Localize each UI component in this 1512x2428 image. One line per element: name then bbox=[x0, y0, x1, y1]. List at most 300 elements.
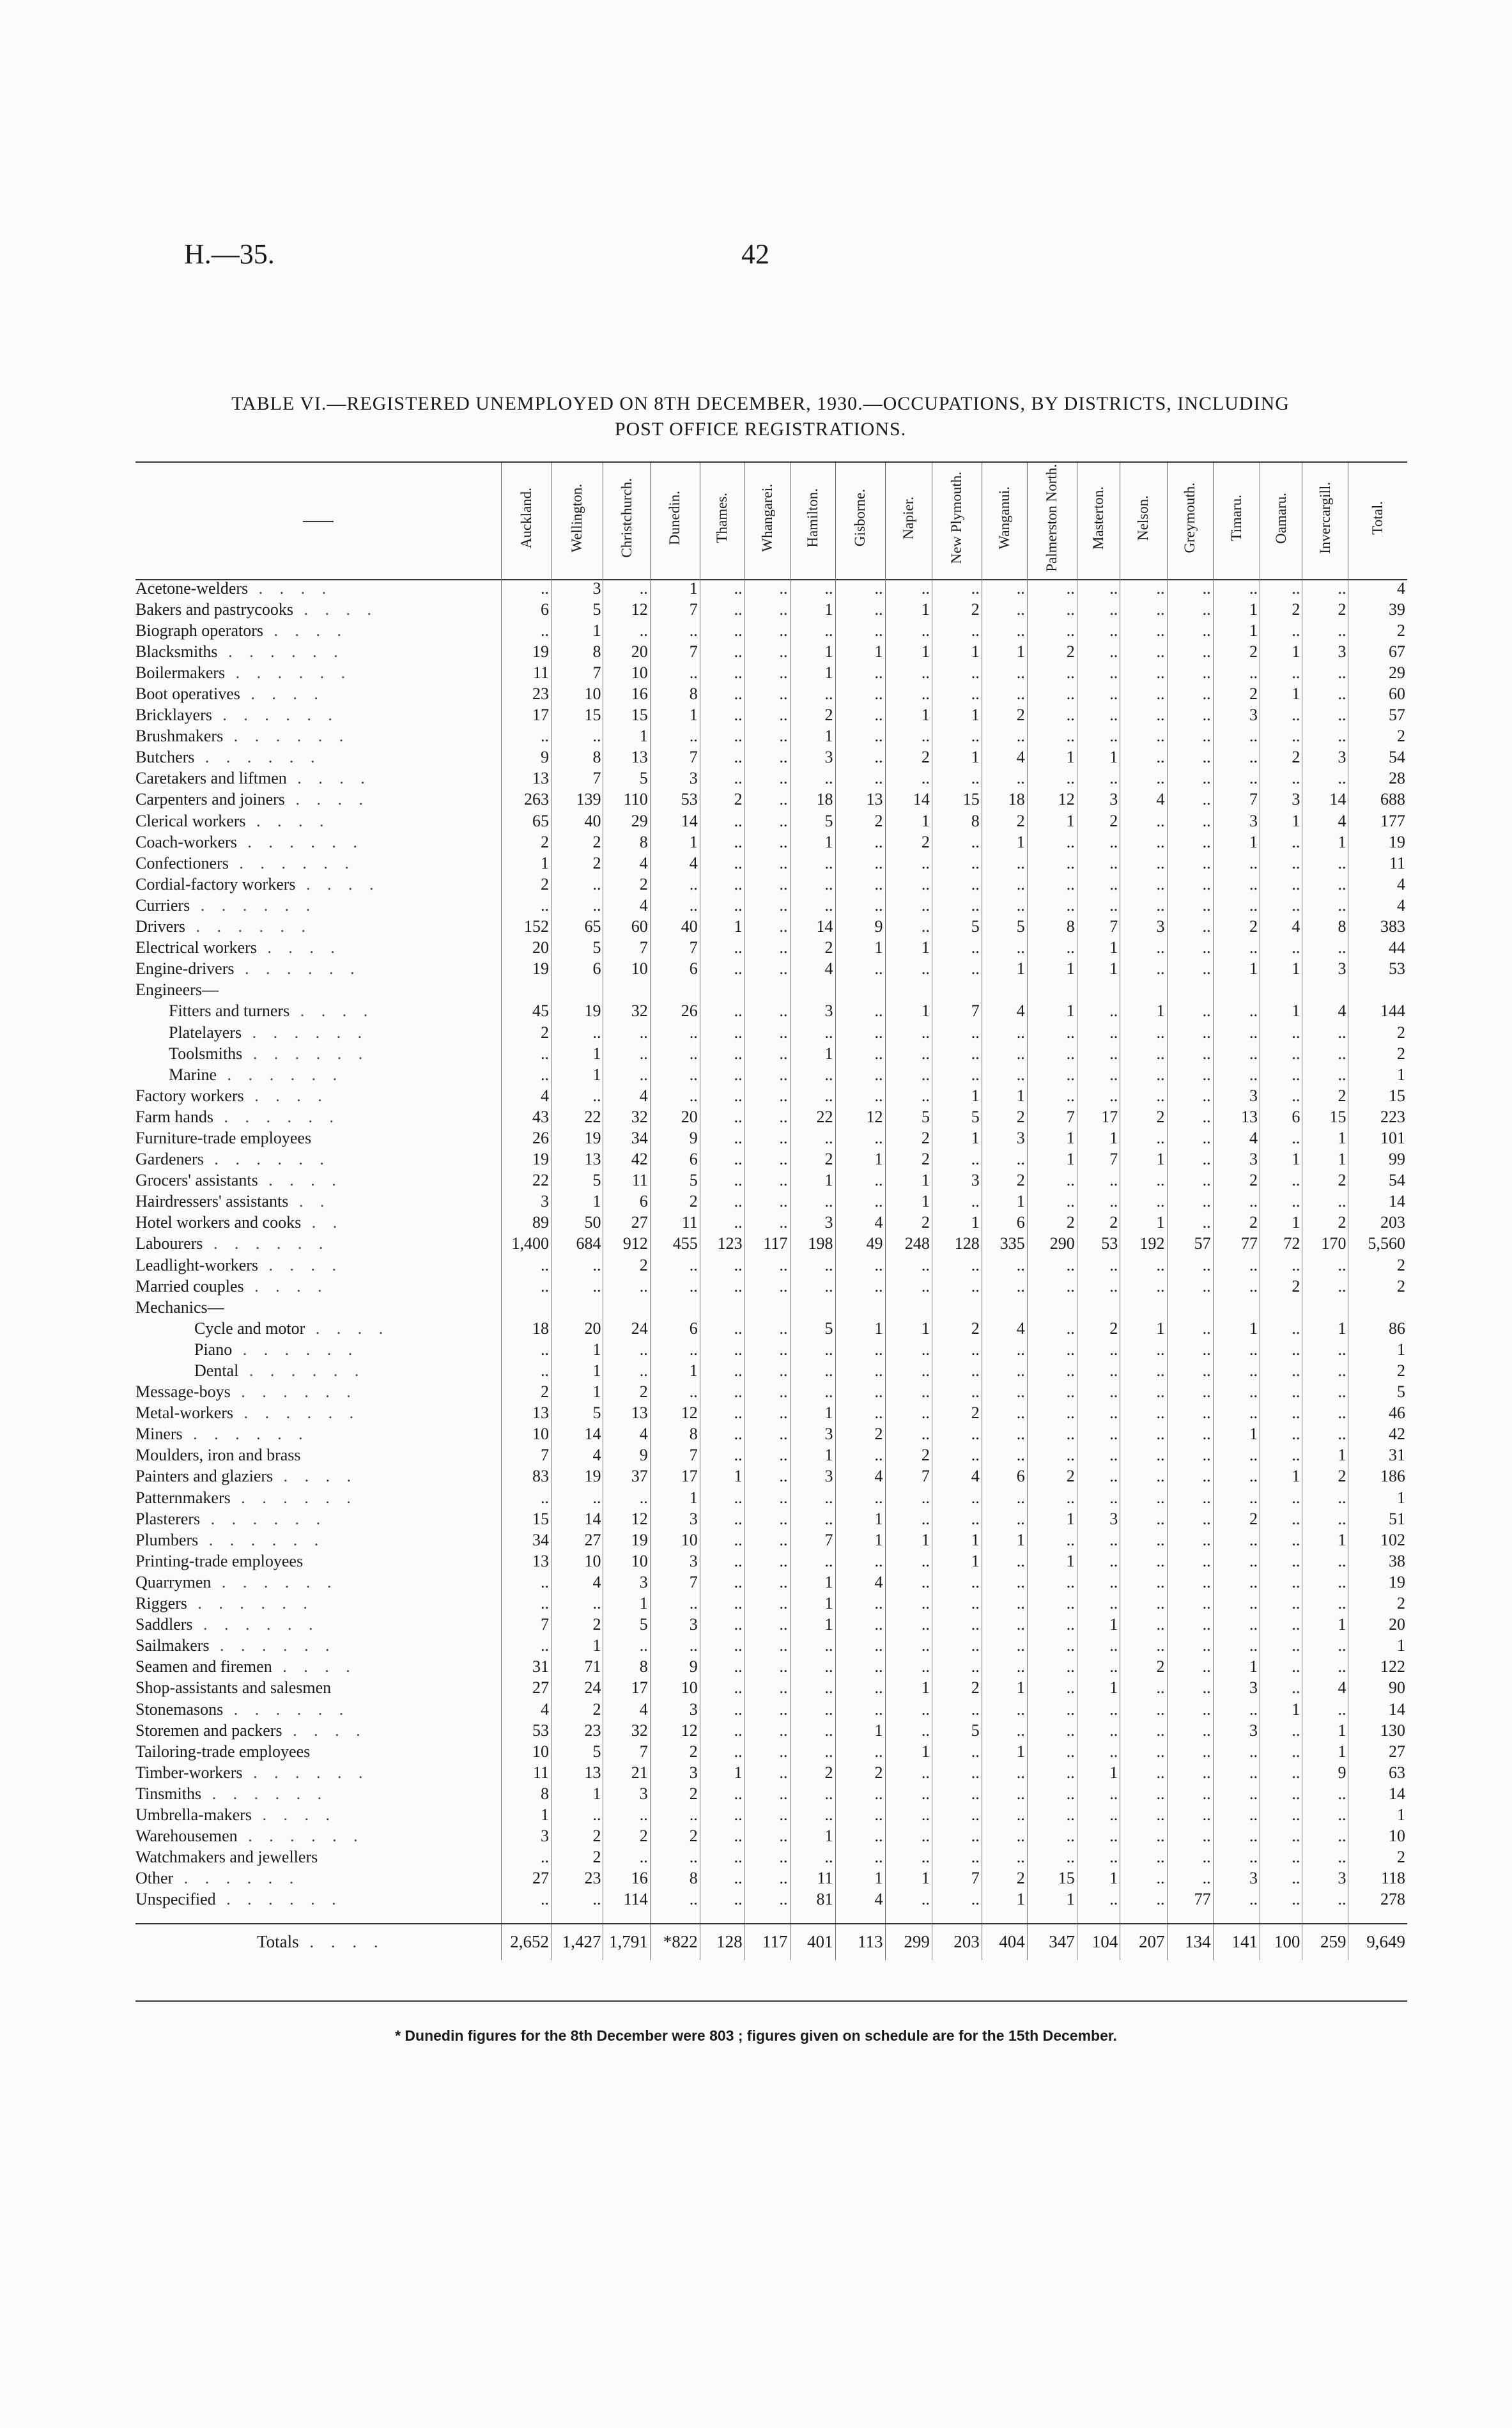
value-cell-napier: 1 bbox=[885, 1191, 932, 1212]
value-cell-christchurch: 32 bbox=[603, 1106, 650, 1127]
value-cell-napier: 14 bbox=[885, 789, 932, 810]
value-cell-napier: .. bbox=[885, 1804, 932, 1825]
value-cell-masterton: 1 bbox=[1077, 1127, 1120, 1148]
value-cell-nelson: .. bbox=[1120, 1276, 1167, 1297]
value-cell-wellington: 684 bbox=[552, 1233, 603, 1255]
value-cell-whangarei: .. bbox=[744, 1127, 790, 1148]
value-cell-masterton: .. bbox=[1077, 1529, 1120, 1550]
occupation-label: Stonemasons bbox=[135, 1699, 224, 1719]
value-cell-masterton: .. bbox=[1077, 1255, 1120, 1276]
value-cell-wanganui: .. bbox=[982, 683, 1027, 704]
value-cell-invercargill: .. bbox=[1302, 853, 1348, 874]
value-cell-wanganui: 5 bbox=[982, 916, 1027, 938]
value-cell-greymouth: .. bbox=[1167, 853, 1213, 874]
column-header-label: Nelson. bbox=[1135, 495, 1152, 541]
value-cell-gisborne: .. bbox=[835, 726, 885, 747]
value-cell-palmerston-north: .. bbox=[1027, 831, 1077, 853]
value-cell-masterton: .. bbox=[1077, 726, 1120, 747]
value-cell-timaru: .. bbox=[1213, 1847, 1260, 1868]
value-cell-wanganui: .. bbox=[982, 1339, 1027, 1360]
value-cell-napier: .. bbox=[885, 768, 932, 789]
occupation-label: Boot operatives bbox=[135, 684, 240, 704]
occupation-label: Leadlight-workers bbox=[135, 1255, 259, 1274]
value-cell-nelson: .. bbox=[1120, 1064, 1167, 1085]
column-header-palmerston-north bbox=[1027, 463, 1077, 578]
value-cell-gisborne: .. bbox=[835, 1360, 885, 1381]
value-cell-total: 14 bbox=[1348, 1699, 1407, 1720]
value-cell-palmerston-north: .. bbox=[1027, 1276, 1077, 1297]
value-cell-dunedin: 7 bbox=[650, 1572, 700, 1593]
value-cell-gisborne: 12 bbox=[835, 1106, 885, 1127]
value-cell-wellington: 1 bbox=[552, 1382, 603, 1403]
value-cell-invercargill: .. bbox=[1302, 662, 1348, 683]
value-cell-oamaru: .. bbox=[1260, 1529, 1302, 1550]
leader-dots: . . . . . . bbox=[228, 853, 355, 872]
occupation-label: Biograph operators bbox=[135, 621, 264, 640]
value-cell-thames: .. bbox=[700, 726, 744, 747]
value-cell-auckland: 83 bbox=[502, 1466, 552, 1487]
value-cell-wellington: 5 bbox=[552, 599, 603, 620]
value-cell-dunedin: 1 bbox=[650, 1487, 700, 1508]
value-cell-greymouth: .. bbox=[1167, 1403, 1213, 1424]
value-cell-nelson: .. bbox=[1120, 810, 1167, 831]
value-cell-timaru: 141 bbox=[1213, 1924, 1260, 1960]
value-cell-gisborne: .. bbox=[835, 1170, 885, 1191]
value-cell-total: 14 bbox=[1348, 1783, 1407, 1804]
spacer-cell bbox=[1260, 1910, 1302, 1924]
column-header-label: Total. bbox=[1369, 501, 1386, 535]
value-cell-invercargill: .. bbox=[1302, 1339, 1348, 1360]
value-cell-oamaru: .. bbox=[1260, 1847, 1302, 1868]
value-cell-invercargill: .. bbox=[1302, 895, 1348, 916]
occupation-label: Warehousemen bbox=[135, 1827, 238, 1846]
table-row bbox=[135, 1783, 1407, 1804]
value-cell-timaru: .. bbox=[1213, 578, 1260, 599]
value-cell-auckland: 23 bbox=[502, 683, 552, 704]
value-cell-gisborne: 13 bbox=[835, 789, 885, 810]
column-header-oamaru bbox=[1260, 463, 1302, 578]
leader-dots: . . . . . . bbox=[242, 1044, 369, 1063]
value-cell-masterton: 1 bbox=[1077, 1678, 1120, 1699]
value-cell-wanganui: 2 bbox=[982, 705, 1027, 726]
value-cell-christchurch: 37 bbox=[603, 1466, 650, 1487]
occupation-label: Coach-workers bbox=[135, 832, 237, 851]
value-cell-wanganui: .. bbox=[982, 1826, 1027, 1847]
table-row bbox=[135, 1106, 1407, 1127]
value-cell-hamilton bbox=[790, 980, 835, 1001]
leader-dots: . . . . . . bbox=[242, 1023, 369, 1042]
value-cell-new-plymouth: .. bbox=[932, 1382, 982, 1403]
value-cell-gisborne: .. bbox=[835, 959, 885, 980]
value-cell-napier: .. bbox=[885, 1085, 932, 1106]
value-cell-masterton: .. bbox=[1077, 831, 1120, 853]
value-cell-masterton: .. bbox=[1077, 768, 1120, 789]
value-cell-dunedin: 2 bbox=[650, 1741, 700, 1762]
value-cell-nelson: .. bbox=[1120, 1382, 1167, 1403]
value-cell-hamilton: 2 bbox=[790, 938, 835, 959]
value-cell-christchurch: .. bbox=[603, 1487, 650, 1508]
value-cell-napier: .. bbox=[885, 1403, 932, 1424]
value-cell-christchurch: .. bbox=[603, 1339, 650, 1360]
value-cell-total: 20 bbox=[1348, 1614, 1407, 1635]
value-cell-nelson: .. bbox=[1120, 1191, 1167, 1212]
value-cell-christchurch: 4 bbox=[603, 1085, 650, 1106]
value-cell-nelson: .. bbox=[1120, 1868, 1167, 1889]
occupation-cell bbox=[135, 705, 502, 726]
value-cell-wanganui: .. bbox=[982, 662, 1027, 683]
value-cell-wanganui: .. bbox=[982, 578, 1027, 599]
leader-dots: . . . . bbox=[258, 1255, 343, 1274]
value-cell-wanganui: .. bbox=[982, 1804, 1027, 1825]
value-cell-wellington: 40 bbox=[552, 810, 603, 831]
value-cell-thames: .. bbox=[700, 620, 744, 641]
value-cell-dunedin: .. bbox=[650, 662, 700, 683]
value-cell-wellington: 5 bbox=[552, 1403, 603, 1424]
value-cell-thames: .. bbox=[700, 831, 744, 853]
value-cell-hamilton: 81 bbox=[790, 1889, 835, 1910]
occupation-label: Moulders, iron and brass bbox=[135, 1446, 301, 1465]
spacer-cell bbox=[885, 1910, 932, 1924]
occupation-cell bbox=[135, 1318, 502, 1339]
occupation-label: Toolsmiths bbox=[169, 1044, 243, 1063]
value-cell-whangarei: .. bbox=[744, 1804, 790, 1825]
value-cell-masterton: .. bbox=[1077, 1382, 1120, 1403]
value-cell-wanganui: .. bbox=[982, 768, 1027, 789]
value-cell-dunedin: 1 bbox=[650, 578, 700, 599]
value-cell-palmerston-north: .. bbox=[1027, 1064, 1077, 1085]
value-cell-wanganui: 1 bbox=[982, 1085, 1027, 1106]
value-cell-palmerston-north: .. bbox=[1027, 1614, 1077, 1635]
value-cell-hamilton: .. bbox=[790, 1382, 835, 1403]
value-cell-wellington: 27 bbox=[552, 1529, 603, 1550]
occupation-cell bbox=[135, 1403, 502, 1424]
column-header-label: Napier. bbox=[900, 496, 916, 540]
value-cell-greymouth: .. bbox=[1167, 1318, 1213, 1339]
value-cell-auckland: .. bbox=[502, 1847, 552, 1868]
value-cell-whangarei: .. bbox=[744, 1106, 790, 1127]
value-cell-napier bbox=[885, 980, 932, 1001]
value-cell-auckland: 18 bbox=[502, 1318, 552, 1339]
value-cell-gisborne: 2 bbox=[835, 810, 885, 831]
occupation-cell bbox=[135, 1657, 502, 1678]
value-cell-total: 51 bbox=[1348, 1508, 1407, 1529]
value-cell-greymouth: .. bbox=[1167, 1170, 1213, 1191]
value-cell-oamaru: .. bbox=[1260, 938, 1302, 959]
value-cell-christchurch: 42 bbox=[603, 1149, 650, 1170]
value-cell-oamaru: .. bbox=[1260, 1170, 1302, 1191]
value-cell-napier: 2 bbox=[885, 1127, 932, 1148]
occupation-label: Carpenters and joiners bbox=[135, 790, 285, 809]
value-cell-whangarei: .. bbox=[744, 1847, 790, 1868]
value-cell-oamaru: 3 bbox=[1260, 789, 1302, 810]
value-cell-napier: .. bbox=[885, 1635, 932, 1657]
value-cell-timaru bbox=[1213, 980, 1260, 1001]
value-cell-dunedin: 1 bbox=[650, 1360, 700, 1381]
value-cell-christchurch bbox=[603, 1297, 650, 1318]
value-cell-napier: 1 bbox=[885, 641, 932, 662]
occupation-cell bbox=[135, 1741, 502, 1762]
value-cell-wellington: 8 bbox=[552, 641, 603, 662]
value-cell-wanganui: .. bbox=[982, 1508, 1027, 1529]
value-cell-gisborne bbox=[835, 980, 885, 1001]
value-cell-gisborne: .. bbox=[835, 1657, 885, 1678]
value-cell-oamaru: 2 bbox=[1260, 1276, 1302, 1297]
value-cell-new-plymouth: 2 bbox=[932, 1318, 982, 1339]
value-cell-oamaru: .. bbox=[1260, 1403, 1302, 1424]
value-cell-dunedin: .. bbox=[650, 1382, 700, 1403]
value-cell-nelson: 192 bbox=[1120, 1233, 1167, 1255]
value-cell-timaru: .. bbox=[1213, 1889, 1260, 1910]
value-cell-greymouth: .. bbox=[1167, 1360, 1213, 1381]
value-cell-palmerston-north: 1 bbox=[1027, 1127, 1077, 1148]
value-cell-oamaru: .. bbox=[1260, 1022, 1302, 1043]
value-cell-dunedin: .. bbox=[650, 1339, 700, 1360]
value-cell-napier: 1 bbox=[885, 1529, 932, 1550]
value-cell-hamilton: .. bbox=[790, 1804, 835, 1825]
value-cell-gisborne: 4 bbox=[835, 1466, 885, 1487]
table-row bbox=[135, 1339, 1407, 1360]
value-cell-napier: .. bbox=[885, 1382, 932, 1403]
table-row bbox=[135, 683, 1407, 704]
value-cell-palmerston-north: 12 bbox=[1027, 789, 1077, 810]
value-cell-christchurch: 2 bbox=[603, 874, 650, 895]
value-cell-nelson: .. bbox=[1120, 1741, 1167, 1762]
value-cell-wellington: 19 bbox=[552, 1127, 603, 1148]
value-cell-wellington: 23 bbox=[552, 1720, 603, 1741]
value-cell-wanganui bbox=[982, 980, 1027, 1001]
value-cell-greymouth: .. bbox=[1167, 1847, 1213, 1868]
value-cell-auckland: 17 bbox=[502, 705, 552, 726]
value-cell-timaru: .. bbox=[1213, 1001, 1260, 1022]
table-row bbox=[135, 1001, 1407, 1022]
value-cell-wellington: 2 bbox=[552, 1847, 603, 1868]
value-cell-whangarei: .. bbox=[744, 662, 790, 683]
occupation-cell bbox=[135, 1529, 502, 1550]
value-cell-new-plymouth: 3 bbox=[932, 1170, 982, 1191]
spacer-cell bbox=[1077, 1910, 1120, 1924]
table-row bbox=[135, 662, 1407, 683]
column-header-new-plymouth bbox=[932, 463, 982, 578]
occupation-label: Dental bbox=[194, 1361, 239, 1380]
value-cell-new-plymouth: 15 bbox=[932, 789, 982, 810]
value-cell-timaru: .. bbox=[1213, 1339, 1260, 1360]
value-cell-dunedin: .. bbox=[650, 1889, 700, 1910]
occupation-label: Married couples bbox=[135, 1276, 244, 1295]
table-row bbox=[135, 1657, 1407, 1678]
value-cell-oamaru: .. bbox=[1260, 895, 1302, 916]
column-header-wellington bbox=[552, 463, 603, 578]
value-cell-timaru: .. bbox=[1213, 1529, 1260, 1550]
value-cell-timaru: .. bbox=[1213, 726, 1260, 747]
value-cell-christchurch: 10 bbox=[603, 662, 650, 683]
value-cell-nelson: .. bbox=[1120, 1678, 1167, 1699]
value-cell-total: 102 bbox=[1348, 1529, 1407, 1550]
value-cell-thames: .. bbox=[700, 1424, 744, 1445]
value-cell-total: 383 bbox=[1348, 916, 1407, 938]
value-cell-whangarei: .. bbox=[744, 1783, 790, 1804]
value-cell-dunedin: 14 bbox=[650, 810, 700, 831]
occupation-label: Patternmakers bbox=[135, 1488, 231, 1507]
value-cell-new-plymouth: 2 bbox=[932, 1678, 982, 1699]
table-row bbox=[135, 1529, 1407, 1550]
value-cell-auckland: .. bbox=[502, 1635, 552, 1657]
value-cell-invercargill: 2 bbox=[1302, 599, 1348, 620]
value-cell-palmerston-north: 1 bbox=[1027, 1508, 1077, 1529]
value-cell-dunedin: .. bbox=[650, 1064, 700, 1085]
value-cell-new-plymouth: .. bbox=[932, 1889, 982, 1910]
value-cell-thames: .. bbox=[700, 1149, 744, 1170]
value-cell-christchurch: .. bbox=[603, 1360, 650, 1381]
leader-dots: . . . . . . bbox=[237, 1827, 364, 1846]
value-cell-gisborne: .. bbox=[835, 1403, 885, 1424]
value-cell-masterton: .. bbox=[1077, 1085, 1120, 1106]
occupation-label: Furniture-trade employees bbox=[135, 1128, 312, 1147]
table-row bbox=[135, 789, 1407, 810]
value-cell-new-plymouth: .. bbox=[932, 1276, 982, 1297]
table-row bbox=[135, 1127, 1407, 1148]
value-cell-total: 19 bbox=[1348, 1572, 1407, 1593]
value-cell-whangarei: .. bbox=[744, 641, 790, 662]
value-cell-invercargill: 14 bbox=[1302, 789, 1348, 810]
value-cell-wellington: 3 bbox=[552, 578, 603, 599]
value-cell-invercargill: .. bbox=[1302, 1550, 1348, 1572]
value-cell-nelson: .. bbox=[1120, 1720, 1167, 1741]
leader-dots: . . . . . . bbox=[217, 1065, 344, 1084]
occupation-label: Engine-drivers bbox=[135, 959, 235, 978]
leader-dots: . . . . bbox=[240, 684, 325, 704]
value-cell-napier: .. bbox=[885, 1783, 932, 1804]
value-cell-hamilton: 198 bbox=[790, 1233, 835, 1255]
value-cell-new-plymouth: .. bbox=[932, 1360, 982, 1381]
value-cell-wellington bbox=[552, 980, 603, 1001]
value-cell-napier: 299 bbox=[885, 1924, 932, 1960]
value-cell-auckland: .. bbox=[502, 1276, 552, 1297]
value-cell-total: 19 bbox=[1348, 831, 1407, 853]
value-cell-masterton: 1 bbox=[1077, 1762, 1120, 1783]
occupation-label: Confectioners bbox=[135, 853, 229, 872]
value-cell-napier: .. bbox=[885, 1487, 932, 1508]
value-cell-invercargill: 1 bbox=[1302, 1445, 1348, 1466]
value-cell-dunedin: 7 bbox=[650, 747, 700, 768]
value-cell-oamaru: 1 bbox=[1260, 959, 1302, 980]
value-cell-dunedin: *822 bbox=[650, 1924, 700, 1960]
value-cell-nelson: 2 bbox=[1120, 1657, 1167, 1678]
value-cell-nelson bbox=[1120, 980, 1167, 1001]
value-cell-palmerston-north: .. bbox=[1027, 683, 1077, 704]
value-cell-auckland: 27 bbox=[502, 1678, 552, 1699]
value-cell-nelson: .. bbox=[1120, 1487, 1167, 1508]
value-cell-gisborne: .. bbox=[835, 705, 885, 726]
value-cell-auckland: 2 bbox=[502, 1022, 552, 1043]
value-cell-masterton: 104 bbox=[1077, 1924, 1120, 1960]
value-cell-timaru: 2 bbox=[1213, 1212, 1260, 1233]
value-cell-greymouth: .. bbox=[1167, 1487, 1213, 1508]
value-cell-hamilton: 1 bbox=[790, 1572, 835, 1593]
occupation-label: Acetone-welders bbox=[135, 578, 249, 598]
value-cell-thames: .. bbox=[700, 1445, 744, 1466]
value-cell-masterton: .. bbox=[1077, 1741, 1120, 1762]
occupation-cell bbox=[135, 831, 502, 853]
value-cell-wanganui: .. bbox=[982, 1276, 1027, 1297]
value-cell-auckland: .. bbox=[502, 1889, 552, 1910]
value-cell-greymouth: 57 bbox=[1167, 1233, 1213, 1255]
table-row bbox=[135, 578, 1407, 599]
value-cell-wellington: .. bbox=[552, 874, 603, 895]
value-cell-total: 99 bbox=[1348, 1149, 1407, 1170]
value-cell-napier: .. bbox=[885, 1762, 932, 1783]
value-cell-gisborne: .. bbox=[835, 1593, 885, 1614]
value-cell-whangarei: .. bbox=[744, 1085, 790, 1106]
value-cell-palmerston-north: 347 bbox=[1027, 1924, 1077, 1960]
value-cell-dunedin: 6 bbox=[650, 1318, 700, 1339]
value-cell-auckland: .. bbox=[502, 1043, 552, 1064]
value-cell-greymouth: .. bbox=[1167, 1657, 1213, 1678]
value-cell-hamilton: 1 bbox=[790, 1403, 835, 1424]
value-cell-masterton: .. bbox=[1077, 662, 1120, 683]
value-cell-new-plymouth: .. bbox=[932, 1508, 982, 1529]
value-cell-masterton: 7 bbox=[1077, 1149, 1120, 1170]
value-cell-timaru: .. bbox=[1213, 1276, 1260, 1297]
value-cell-greymouth: .. bbox=[1167, 1741, 1213, 1762]
table-row bbox=[135, 1170, 1407, 1191]
value-cell-christchurch: 3 bbox=[603, 1572, 650, 1593]
value-cell-masterton: .. bbox=[1077, 578, 1120, 599]
value-cell-napier: .. bbox=[885, 916, 932, 938]
value-cell-greymouth: .. bbox=[1167, 1255, 1213, 1276]
value-cell-masterton: .. bbox=[1077, 895, 1120, 916]
value-cell-wellington: 15 bbox=[552, 705, 603, 726]
value-cell-greymouth: .. bbox=[1167, 831, 1213, 853]
value-cell-auckland: 22 bbox=[502, 1170, 552, 1191]
value-cell-new-plymouth: 1 bbox=[932, 641, 982, 662]
occupation-cell bbox=[135, 641, 502, 662]
value-cell-gisborne: .. bbox=[835, 768, 885, 789]
value-cell-whangarei: .. bbox=[744, 1635, 790, 1657]
value-cell-auckland: 7 bbox=[502, 1614, 552, 1635]
value-cell-gisborne: 1 bbox=[835, 1868, 885, 1889]
value-cell-invercargill: 1 bbox=[1302, 1614, 1348, 1635]
value-cell-wanganui: .. bbox=[982, 1699, 1027, 1720]
value-cell-christchurch: 27 bbox=[603, 1212, 650, 1233]
value-cell-auckland: 2 bbox=[502, 831, 552, 853]
occupation-label: Cordial-factory workers bbox=[135, 874, 296, 893]
value-cell-greymouth: .. bbox=[1167, 768, 1213, 789]
value-cell-thames: .. bbox=[700, 705, 744, 726]
value-cell-masterton: .. bbox=[1077, 1657, 1120, 1678]
value-cell-gisborne: .. bbox=[835, 1064, 885, 1085]
value-cell-palmerston-north: .. bbox=[1027, 662, 1077, 683]
value-cell-new-plymouth: 4 bbox=[932, 1466, 982, 1487]
value-cell-whangarei: .. bbox=[744, 1868, 790, 1889]
value-cell-timaru: 1 bbox=[1213, 831, 1260, 853]
column-header-label: Invercargill. bbox=[1316, 482, 1333, 554]
value-cell-hamilton: 401 bbox=[790, 1924, 835, 1960]
value-cell-thames: .. bbox=[700, 599, 744, 620]
value-cell-new-plymouth: .. bbox=[932, 1022, 982, 1043]
value-cell-oamaru: .. bbox=[1260, 1762, 1302, 1783]
value-cell-masterton: .. bbox=[1077, 1550, 1120, 1572]
value-cell-thames: .. bbox=[700, 1720, 744, 1741]
value-cell-oamaru: .. bbox=[1260, 1085, 1302, 1106]
value-cell-whangarei: .. bbox=[744, 1001, 790, 1022]
value-cell-auckland: 1 bbox=[502, 853, 552, 874]
column-header-label: Oamaru. bbox=[1272, 492, 1289, 544]
value-cell-christchurch: 34 bbox=[603, 1127, 650, 1148]
value-cell-palmerston-north: 1 bbox=[1027, 959, 1077, 980]
value-cell-wellington: 19 bbox=[552, 1466, 603, 1487]
value-cell-palmerston-north: .. bbox=[1027, 1593, 1077, 1614]
value-cell-thames: .. bbox=[700, 1403, 744, 1424]
